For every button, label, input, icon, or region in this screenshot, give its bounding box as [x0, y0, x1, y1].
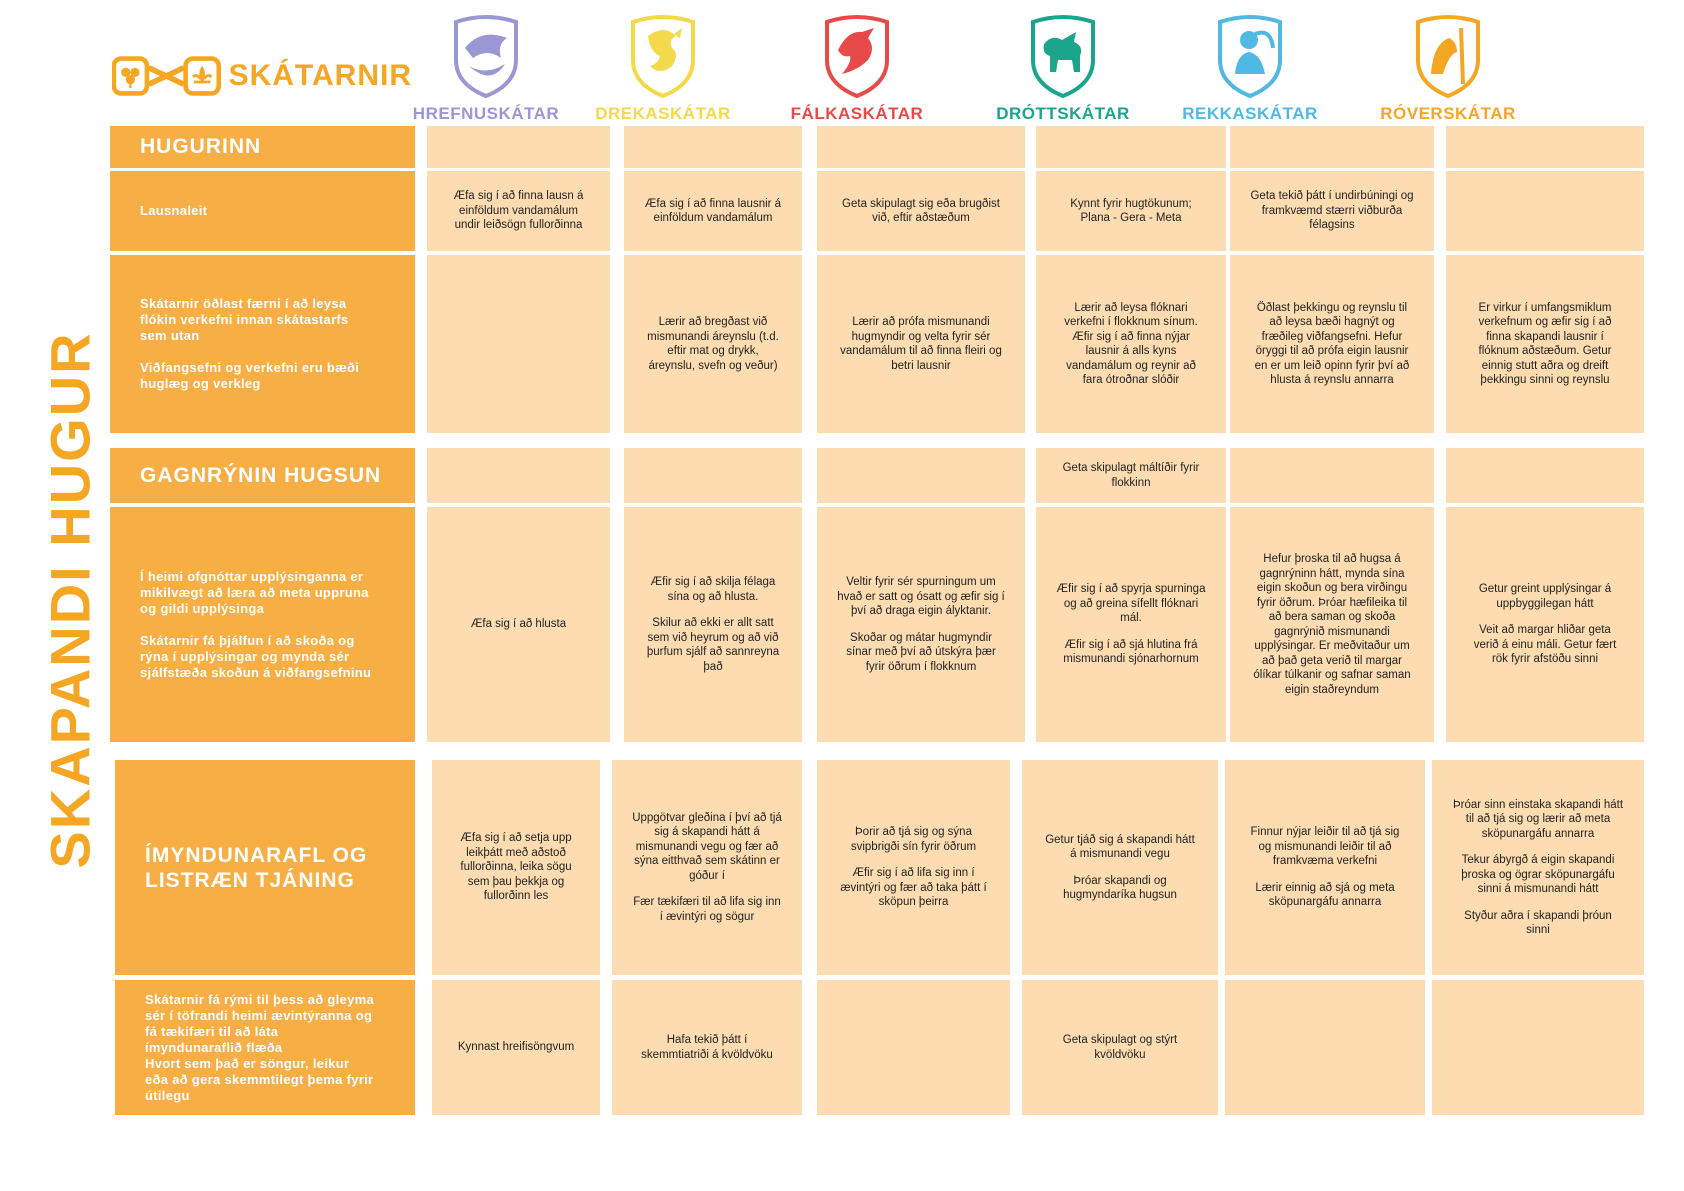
bull-crest-icon — [1028, 14, 1098, 98]
column-name: DRÓTTSKÁTAR — [996, 104, 1130, 123]
table-cell — [1446, 448, 1644, 503]
page-title-text: SKAPANDI HUGUR — [38, 331, 102, 869]
table-cell — [624, 448, 802, 503]
table-cell — [427, 448, 610, 503]
column-header-rekkaskatar — [1160, 14, 1340, 124]
table-cell: Æfa sig í að hlusta — [427, 507, 610, 742]
table-cell: Uppgötvar gleðina í því að tjá sig á skapandi hátt á mismunandi vegu og fær að sýna eitthvað sem skátinn er góður í Fær tækifæri til að lifa sig inn í ævintýri og sögur — [612, 760, 802, 975]
column-header-drottskatar — [973, 14, 1153, 124]
table-cell: Geta skipulagt sig eða brugðist við, eftir aðstæðum — [817, 171, 1025, 251]
section-desc-gagnrynin-hugsun: Í heimi ofgnóttar upplýsinganna er mikilvægt að læra að meta uppruna og gildi upplýsinga Skátarnir fá þjálfun í að skoða og rýna í upplýsingar og mynda sér sjálfstæða skoðun á viðfangsefninu — [110, 507, 415, 742]
section-title-imyndunarafl: ÍMYNDUNARAFL OG LISTRÆN TJÁNING — [115, 760, 415, 975]
column-header-hrefnuskatar — [396, 14, 576, 124]
column-name: RÓVERSKÁTAR — [1380, 104, 1516, 123]
column-name: REKKASKÁTAR — [1182, 104, 1318, 123]
table-cell — [817, 980, 1010, 1115]
table-cell: Veltir fyrir sér spurningum um hvað er satt og ósatt og æfir sig í því að draga eigin ályktanir. Skoðar og mátar hugmyndir sínar með því að útskýra þær fyrir öðrum í flokknum — [817, 507, 1025, 742]
table-cell: Geta skipulagt og stýrt kvöldvöku — [1022, 980, 1218, 1115]
table-cell: Lærir að bregðast við mismunandi áreynslu (t.d. eftir mat og drykk, áreynslu, svefn og veður) — [624, 255, 802, 433]
table-cell: Geta skipulagt máltíðir fyrir flokkinn — [1036, 448, 1226, 503]
brand-name: SKÁTARNIR — [228, 59, 412, 92]
table-cell — [1036, 126, 1226, 168]
column-header-drekaskatar — [573, 14, 753, 124]
row-label-lausnaleit: Lausnaleit — [110, 171, 415, 251]
table-cell: Getur greint upplýsingar á uppbyggilegan hátt Veit að margar hliðar geta verið á einu máli. Getur fært rök fyrir afstöðu sinni — [1446, 507, 1644, 742]
table-cell: Hafa tekið þátt í skemmtiatriði á kvöldvöku — [612, 980, 802, 1115]
skatarnir-logo — [112, 52, 412, 100]
table-cell: Æfa sig í að finna lausn á einföldum vandamálum undir leiðsögn fullorðinna — [427, 171, 610, 251]
giant-crest-icon — [1215, 14, 1285, 98]
table-cell — [1230, 126, 1434, 168]
scout-emblem-icon — [112, 53, 221, 99]
whale-crest-icon — [451, 14, 521, 98]
table-cell: Lærir að prófa mismunandi hugmyndir og velta fyrir sér vandamálum til að finna fleiri og betri lausnir — [817, 255, 1025, 433]
table-cell — [427, 255, 610, 433]
table-cell — [1446, 126, 1644, 168]
table-cell: Æfir sig í að skilja félaga sína og að hlusta. Skilur að ekki er allt satt sem við heyrum og að við þurfum sjálf að sannreyna það — [624, 507, 802, 742]
table-cell: Lærir að leysa flóknari verkefni í flokknum sínum. Æfir sig í að finna nýjar lausnir á alls kyns vandamálum og reynir að fara ótroðnar slóðir — [1036, 255, 1226, 433]
table-cell — [1446, 171, 1644, 251]
column-name: HREFNUSKÁTAR — [412, 104, 560, 123]
table-cell: Æfir sig í að spyrja spurninga og að greina sífellt flóknari mál. Æfir sig í að sjá hlutina frá mismunandi sjónarhornum — [1036, 507, 1226, 742]
table-cell: Er virkur í umfangsmiklum verkefnum og æfir sig í að finna skapandi lausnir í flóknum aðstæðum. Getur einnig stutt aðra og dreift þekkingu sinni og reynslu — [1446, 255, 1644, 433]
table-cell: Finnur nýjar leiðir til að tjá sig og mismunandi leiðir til að framkvæma verkefni Lærir einnig að sjá og meta sköpunargáfu annarra — [1225, 760, 1425, 975]
section-title-hugurinn: HUGURINN — [110, 126, 415, 168]
table-cell: Geta tekið þátt í undirbúningi og framkvæmd stærri viðburða félagsins — [1230, 171, 1434, 251]
table-cell — [427, 126, 610, 168]
rover-crest-icon — [1413, 14, 1483, 98]
column-header-roverskatar — [1358, 14, 1538, 124]
page-title — [40, 330, 100, 870]
column-name: DREKASKÁTAR — [595, 104, 731, 123]
table-cell: Hefur þroska til að hugsa á gagnrýninn hátt, mynda sína eigin skoðun og bera virðingu fyrir öðrum. Þróar hæfileika til að bera saman og skoða gagnrýnið mismunandi upplýsingar. Er meðvitaður um að það geta verið til margar ólíkar túlkanir og safnar saman eigin staðreyndum — [1230, 507, 1434, 742]
table-cell: Kynnt fyrir hugtökunum; Plana - Gera - Meta — [1036, 171, 1226, 251]
column-header-falkaskatar — [767, 14, 947, 124]
table-cell: Getur tjáð sig á skapandi hátt á mismunandi vegu Þróar skapandi og hugmyndaríka hugsun — [1022, 760, 1218, 975]
table-cell: Æfa sig í að setja upp leikþátt með aðstoð fullorðinna, leika sögu sem þau þekkja og fullorðinn les — [432, 760, 600, 975]
falcon-crest-icon — [822, 14, 892, 98]
section-desc-imyndunarafl: Skátarnir fá rými til þess að gleyma sér í töfrandi heimi ævintýranna og fá tækifæri til að láta ímyndunaraflið flæða Hvort sem það er söngur, leikur eða að gera skemmtilegt þema fyrir útilegu — [115, 980, 415, 1115]
section-title-gagnrynin-hugsun: GAGNRÝNIN HUGSUN — [110, 448, 415, 503]
section-desc-hugurinn: Skátarnir öðlast færni í að leysa flókin verkefni innan skátastarfs sem utan Viðfangsefni og verkefni eru bæði huglæg og verkleg — [110, 255, 415, 433]
table-cell: Öðlast þekkingu og reynslu til að leysa bæði hagnýt og fræðileg viðfangsefni. Hefur öryggi til að prófa eigin lausnir en er um leið opinn fyrir því að hlusta á reynslu annarra — [1230, 255, 1434, 433]
table-cell: Þorir að tjá sig og sýna svipbrigði sín fyrir öðrum Æfir sig í að lifa sig inn í ævintýri og fær að taka þátt í sköpun þeirra — [817, 760, 1010, 975]
table-cell: Kynnast hreifisöngvum — [432, 980, 600, 1115]
table-cell — [1230, 448, 1434, 503]
table-cell — [1432, 980, 1644, 1115]
column-name: FÁLKASKÁTAR — [790, 104, 924, 123]
table-cell — [624, 126, 802, 168]
table-cell: Þróar sinn einstaka skapandi hátt til að tjá sig og lærir að meta sköpunargáfu annarra Tekur ábyrgð á eigin skapandi þroska og ögrar sköpunargáfu sinni á mismunandi hátt Styður aðra í skapandi þróun sinni — [1432, 760, 1644, 975]
table-cell: Æfa sig í að finna lausnir á einföldum vandamálum — [624, 171, 802, 251]
dragon-crest-icon — [628, 14, 698, 98]
table-cell — [1225, 980, 1425, 1115]
table-cell — [817, 126, 1025, 168]
table-cell — [817, 448, 1025, 503]
